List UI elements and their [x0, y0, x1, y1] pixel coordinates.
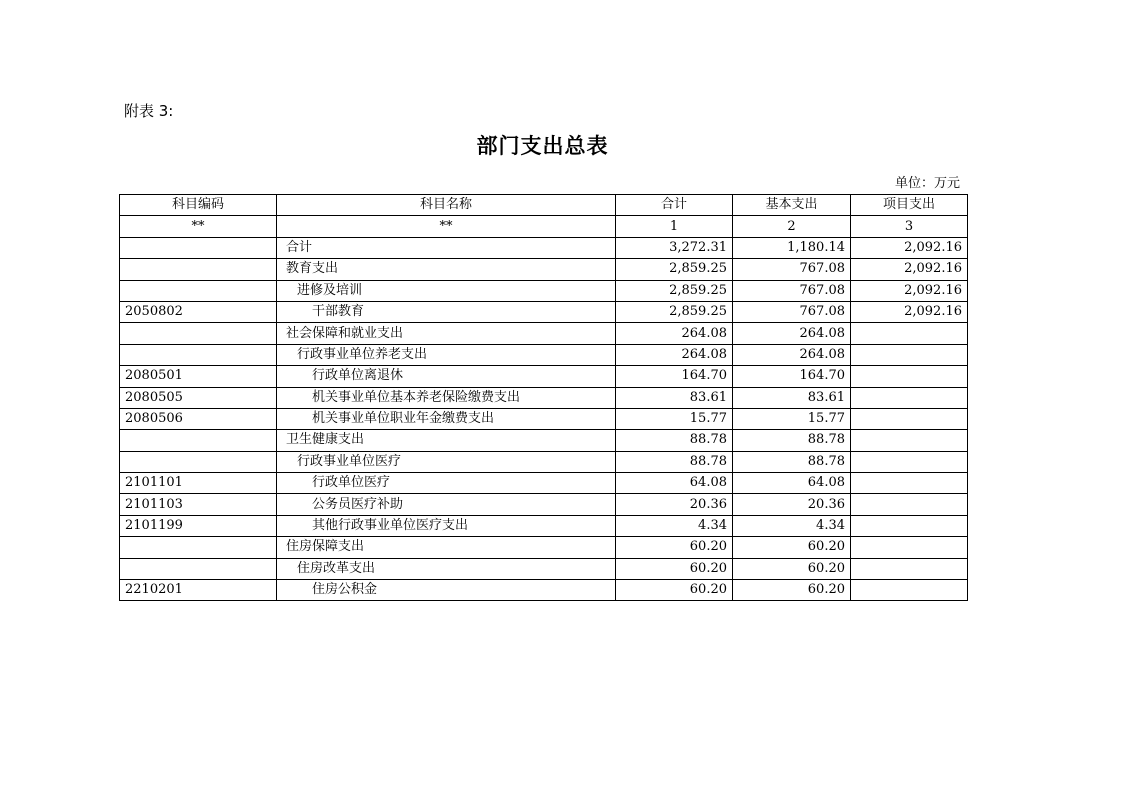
cell-basic: 15.77	[733, 408, 851, 429]
cell-name: 机关事业单位职业年金缴费支出	[277, 408, 616, 429]
cell-basic: 60.20	[733, 537, 851, 558]
cell-name: 行政事业单位医疗	[277, 451, 616, 472]
cell-name: 机关事业单位基本养老保险缴费支出	[277, 387, 616, 408]
table-index-row	[120, 216, 968, 237]
index-name: **	[277, 216, 616, 237]
cell-project	[851, 558, 968, 579]
cell-project	[851, 580, 968, 601]
cell-code: 2210201	[120, 580, 277, 601]
cell-total: 60.20	[616, 580, 733, 601]
cell-basic: 4.34	[733, 515, 851, 536]
cell-project	[851, 366, 968, 387]
unit-label: 单位：万元	[894, 176, 960, 191]
cell-basic: 767.08	[733, 280, 851, 301]
cell-code	[120, 259, 277, 280]
cell-project	[851, 387, 968, 408]
cell-code	[120, 280, 277, 301]
cell-project: 2,092.16	[851, 237, 968, 258]
table-header-row	[120, 195, 968, 216]
header-name: 科目名称	[277, 195, 616, 216]
cell-total: 88.78	[616, 430, 733, 451]
cell-project	[851, 473, 968, 494]
cell-project	[851, 323, 968, 344]
cell-total: 15.77	[616, 408, 733, 429]
cell-name: 社会保障和就业支出	[277, 323, 616, 344]
cell-name: 公务员医疗补助	[277, 494, 616, 515]
table-row	[120, 515, 968, 536]
cell-name: 住房公积金	[277, 580, 616, 601]
cell-total: 2,859.25	[616, 301, 733, 322]
header-code: 科目编码	[120, 195, 277, 216]
cell-total: 2,859.25	[616, 280, 733, 301]
table-row	[120, 301, 968, 322]
cell-total: 20.36	[616, 494, 733, 515]
cell-code: 2101103	[120, 494, 277, 515]
cell-total: 88.78	[616, 451, 733, 472]
page-title: 部门支出总表	[476, 133, 609, 158]
cell-code: 2080505	[120, 387, 277, 408]
header-basic: 基本支出	[733, 195, 851, 216]
cell-project	[851, 408, 968, 429]
index-project: 3	[851, 216, 968, 237]
cell-name: 住房保障支出	[277, 537, 616, 558]
cell-name: 住房改革支出	[277, 558, 616, 579]
table-row	[120, 366, 968, 387]
cell-project	[851, 515, 968, 536]
index-total: 1	[616, 216, 733, 237]
table-row	[120, 451, 968, 472]
table-row	[120, 537, 968, 558]
cell-code: 2050802	[120, 301, 277, 322]
cell-basic: 264.08	[733, 323, 851, 344]
index-basic: 2	[733, 216, 851, 237]
cell-total: 4.34	[616, 515, 733, 536]
cell-code	[120, 537, 277, 558]
table-row	[120, 408, 968, 429]
cell-name: 合计	[277, 237, 616, 258]
cell-name: 干部教育	[277, 301, 616, 322]
cell-total: 264.08	[616, 323, 733, 344]
cell-total: 164.70	[616, 366, 733, 387]
cell-code	[120, 430, 277, 451]
cell-project: 2,092.16	[851, 280, 968, 301]
cell-basic: 60.20	[733, 580, 851, 601]
cell-code	[120, 237, 277, 258]
cell-basic: 88.78	[733, 430, 851, 451]
cell-code: 2101199	[120, 515, 277, 536]
expenditure-table	[119, 194, 968, 601]
header-project: 项目支出	[851, 195, 968, 216]
cell-total: 64.08	[616, 473, 733, 494]
cell-code	[120, 451, 277, 472]
table-row	[120, 494, 968, 515]
cell-name: 行政事业单位养老支出	[277, 344, 616, 365]
cell-name: 行政单位医疗	[277, 473, 616, 494]
cell-basic: 1,180.14	[733, 237, 851, 258]
cell-basic: 164.70	[733, 366, 851, 387]
table-body	[120, 237, 968, 601]
cell-name: 卫生健康支出	[277, 430, 616, 451]
cell-code: 2101101	[120, 473, 277, 494]
table-row	[120, 580, 968, 601]
cell-project	[851, 430, 968, 451]
attachment-label: 附表 3:	[124, 102, 174, 120]
cell-project	[851, 451, 968, 472]
cell-code	[120, 558, 277, 579]
cell-name: 行政单位离退休	[277, 366, 616, 387]
table-row	[120, 558, 968, 579]
cell-total: 3,272.31	[616, 237, 733, 258]
table-row	[120, 323, 968, 344]
table-row	[120, 344, 968, 365]
cell-project	[851, 494, 968, 515]
cell-total: 2,859.25	[616, 259, 733, 280]
cell-project	[851, 344, 968, 365]
cell-total: 60.20	[616, 558, 733, 579]
table-row	[120, 280, 968, 301]
index-code: **	[120, 216, 277, 237]
table-row	[120, 259, 968, 280]
header-total: 合计	[616, 195, 733, 216]
table-row	[120, 430, 968, 451]
cell-project	[851, 537, 968, 558]
cell-basic: 20.36	[733, 494, 851, 515]
cell-code: 2080506	[120, 408, 277, 429]
cell-code: 2080501	[120, 366, 277, 387]
table-row	[120, 237, 968, 258]
cell-basic: 264.08	[733, 344, 851, 365]
table-row	[120, 387, 968, 408]
cell-basic: 64.08	[733, 473, 851, 494]
cell-code	[120, 344, 277, 365]
cell-basic: 60.20	[733, 558, 851, 579]
cell-name: 其他行政事业单位医疗支出	[277, 515, 616, 536]
cell-basic: 88.78	[733, 451, 851, 472]
table-row	[120, 473, 968, 494]
cell-total: 264.08	[616, 344, 733, 365]
cell-total: 60.20	[616, 537, 733, 558]
cell-basic: 767.08	[733, 301, 851, 322]
cell-basic: 83.61	[733, 387, 851, 408]
cell-total: 83.61	[616, 387, 733, 408]
cell-project: 2,092.16	[851, 301, 968, 322]
cell-name: 进修及培训	[277, 280, 616, 301]
cell-name: 教育支出	[277, 259, 616, 280]
cell-project: 2,092.16	[851, 259, 968, 280]
cell-code	[120, 323, 277, 344]
cell-basic: 767.08	[733, 259, 851, 280]
